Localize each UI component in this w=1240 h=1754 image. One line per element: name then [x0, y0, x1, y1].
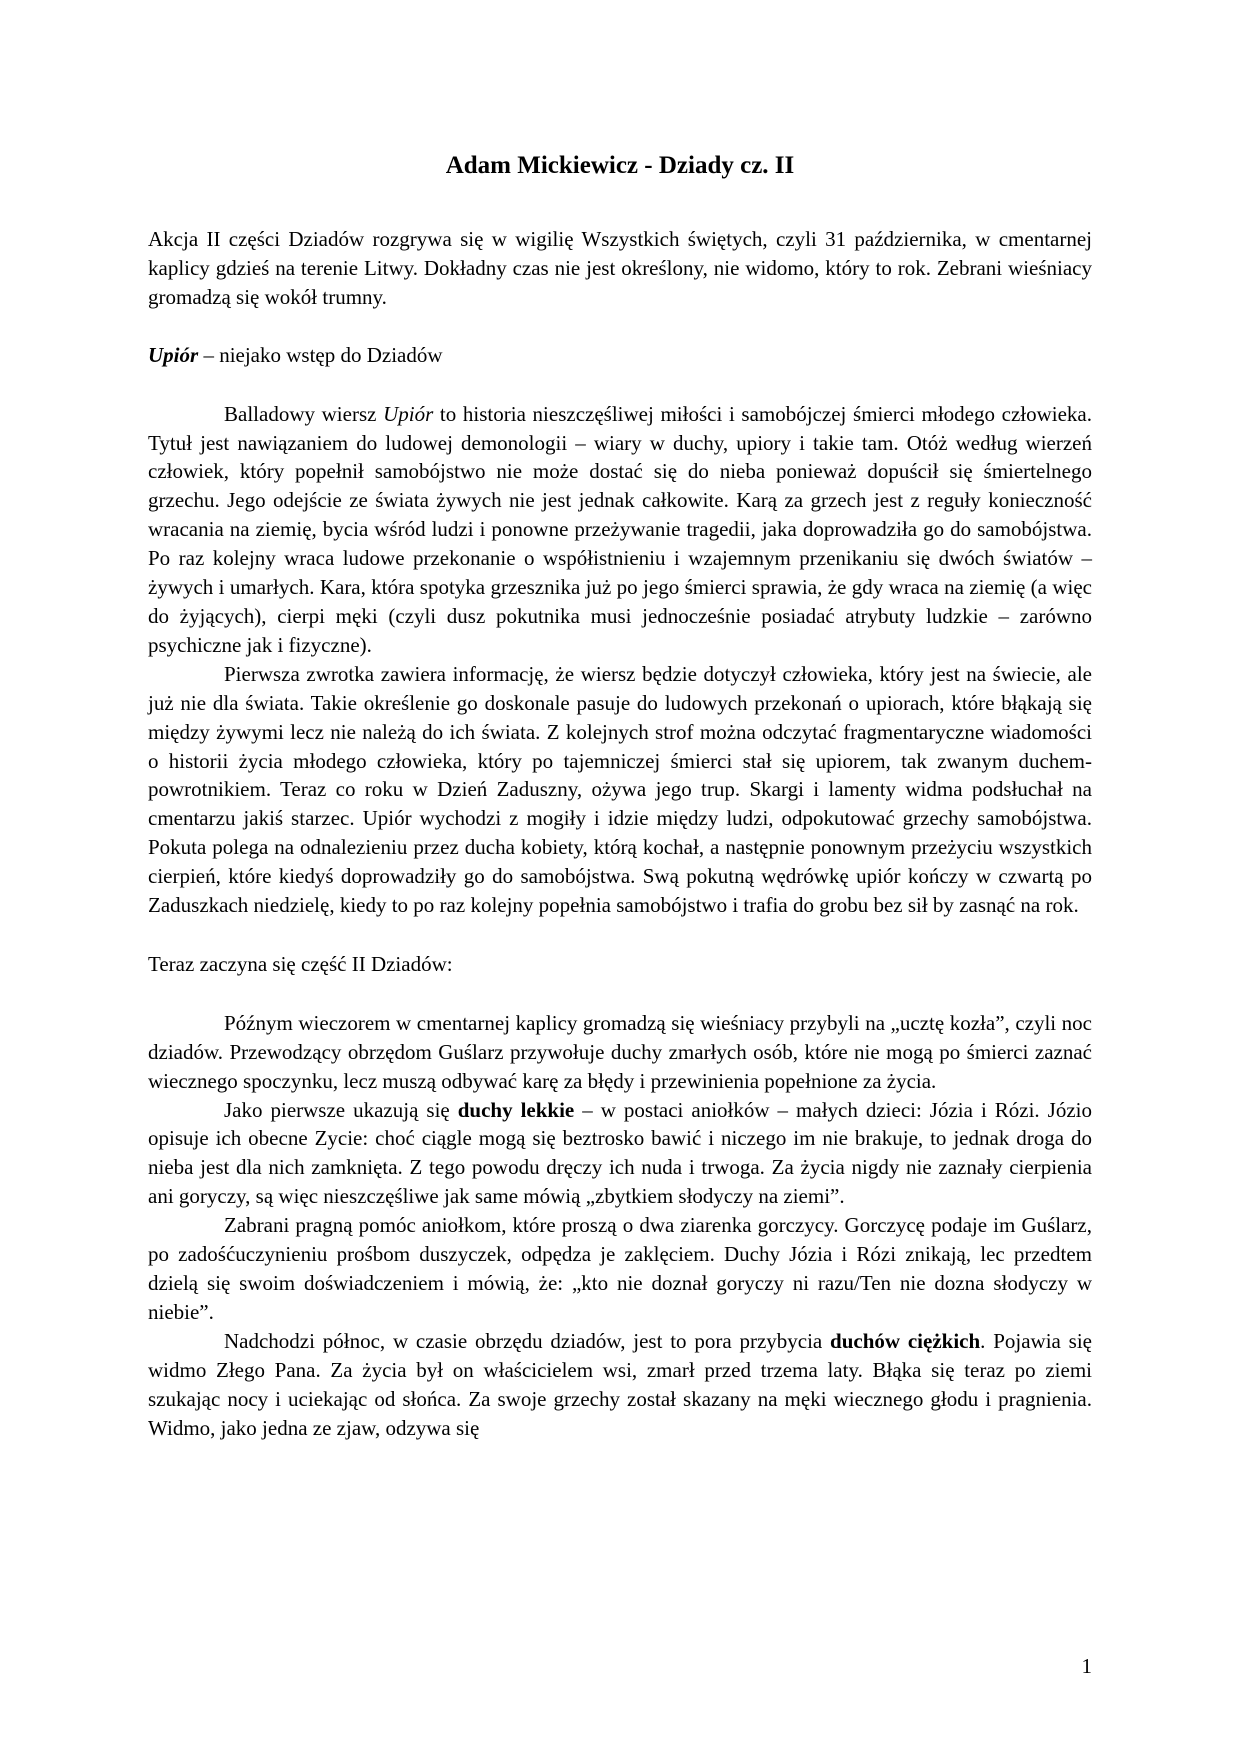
- text-run: to historia nieszczęśliwej miłości i samobójczej śmierci młodego człowieka. Tytuł jest nawiązaniem do ludowej demonologii – wiary w duchy, upiory i takie tam. Otóż według wierzeń człowiek, który popełnił samobójstwo nie może dostać się do nieba ponieważ dopuścił się śmiertelnego grzechu. Jego odejście ze świata żywych nie jest jednak całkowite. Karą za grzech jest z reguły konieczność wracania na ziemię, bycia wśród ludzi i ponowne przeżywanie tragedii, jaka doprowadziła go do samobójstwa. Po raz kolejny wraca ludowe przekonanie o współistnieniu i wzajemnym przenikaniu się dwóch światów – żywych i umarłych. Kara, która spotyka grzesznika już po jego śmierci sprawia, że gdy wraca na ziemię (a więc do żyjących), cierpi męki (czyli dusz pokutnika musi jednocześnie posiadać atrybuty ludzkie – zarówno psychiczne jak i fizyczne).: [148, 401, 1093, 657]
- text-run: Jako pierwsze ukazują się: [224, 1097, 458, 1122]
- upior-heading-title: Upiór: [148, 342, 199, 367]
- upior-heading-subtitle: – niejako wstęp do Dziadów: [198, 342, 443, 367]
- duchy-lekkie-bold: duchy lekkie: [457, 1097, 575, 1122]
- text-run: . Pojawia się widmo Złego Pana. Za życia był on właścicielem wsi, zmarł przed trzema laty. Błąka się teraz po ziemi szukając nocy i uciekając od słońca. Za swoje grzechy został skazany na męki wiecznego głodu i pragnienia. Widmo, jako jedna ze zjaw, odzywa się: [148, 1328, 1092, 1440]
- section-heading-dziady: Teraz zaczyna się część II Dziadów:: [148, 951, 453, 976]
- duchow-ciezkich-bold: duchów ciężkich: [830, 1328, 981, 1353]
- dziady-paragraph-4: [148, 1327, 1092, 1443]
- page-number: 1: [1081, 1654, 1092, 1678]
- document-body: [148, 150, 1092, 1442]
- upior-paragraph-2: Pierwsza zwrotka zawiera informację, że wiersz będzie dotyczył człowieka, który jest na świecie, ale już nie dla świata. Takie określenie go doskonale pasuje do ludowych przekonań o upiorach, które błąkają się między żywymi lecz nie należą do ich świata. Z kolejnych strof można odczytać fragmentaryczne wiadomości o historii życia młodego człowieka, który po tajemniczej śmierci stał się upiorem, tak zwanym duchem-powrotnikiem. Teraz co roku w Dzień Zaduszny, ożywa jego trup. Skargi i lamenty widma podsłuchał na cmentarzu jakiś starzec. Upiór wychodzi z mogiły i idzie między ludzi, odpokutować grzechy samobójstwa. Pokuta polega na odnalezieniu przez ducha kobiety, którą kochał, a następnie ponownym przeżyciu wszystkich cierpień, które kiedyś doprowadziły go do samobójstwa. Swą pokutną wędrówkę upiór kończy w czwartą po Zaduszkach niedzielę, kiedy to po raz kolejny popełnia samobójstwo i trafia do grobu bez sił by zasnąć na rok.: [148, 661, 1092, 918]
- section-heading-upior: [148, 341, 1092, 370]
- dziady-paragraph-1: Późnym wieczorem w cmentarnej kaplicy gromadzą się wieśniacy przybyli na „ucztę kozła”, czyli noc dziadów. Przewodzący obrzędom Guślarz przywołuje duchy zmarłych osób, które nie mogą po śmierci zaznać wiecznego spoczynku, lecz muszą odbywać karę za błędy i przewinienia popełnione za życia.: [148, 1010, 1092, 1093]
- document-title: Adam Mickiewicz - Dziady cz. II: [445, 152, 795, 179]
- intro-paragraph: Akcja II części Dziadów rozgrywa się w wigilię Wszystkich świętych, czyli 31 października, w cmentarnej kaplicy gdzieś na terenie Litwy. Dokładny czas nie jest określony, nie widomo, który to rok. Zebrani wieśniacy gromadzą się wokół trumny.: [148, 227, 1092, 309]
- text-run: Balladowy wiersz: [224, 401, 384, 426]
- text-run: Nadchodzi północ, w czasie obrzędu dziadów, jest to pora przybycia: [224, 1328, 831, 1353]
- upior-paragraph-1: [148, 400, 1092, 660]
- dziady-paragraph-2: [148, 1096, 1092, 1212]
- text-run: – w postaci aniołków – małych dzieci: Józia i Rózi. Józio opisuje ich obecne Zycie: choć ciągle mogą się beztrosko bawić i niczego im nie brakuje, to jednak droga do nieba jest dla nich zamknięta. Z tego powodu dręczy ich nuda i trwoga. Za życia nigdy nie zaznały cierpienia ani goryczy, są więc nieszczęśliwe jak same mówią „zbytkiem słodyczy na ziemi”.: [148, 1097, 1093, 1209]
- dziady-paragraph-3: Zabrani pragną pomóc aniołkom, które proszą o dwa ziarenka gorczycy. Gorczycę podaje im Guślarz, po zadośćuczynieniu prośbom duszyczek, odpędza je zaklęciem. Duchy Józia i Rózi znikają, lec przedtem dzielą się swoim doświadczeniem i mówią, że: „kto nie doznał goryczy ni razu/Ten nie dozna słodyczy w niebie”.: [148, 1213, 1092, 1324]
- upior-italic-title: Upiór: [383, 401, 434, 426]
